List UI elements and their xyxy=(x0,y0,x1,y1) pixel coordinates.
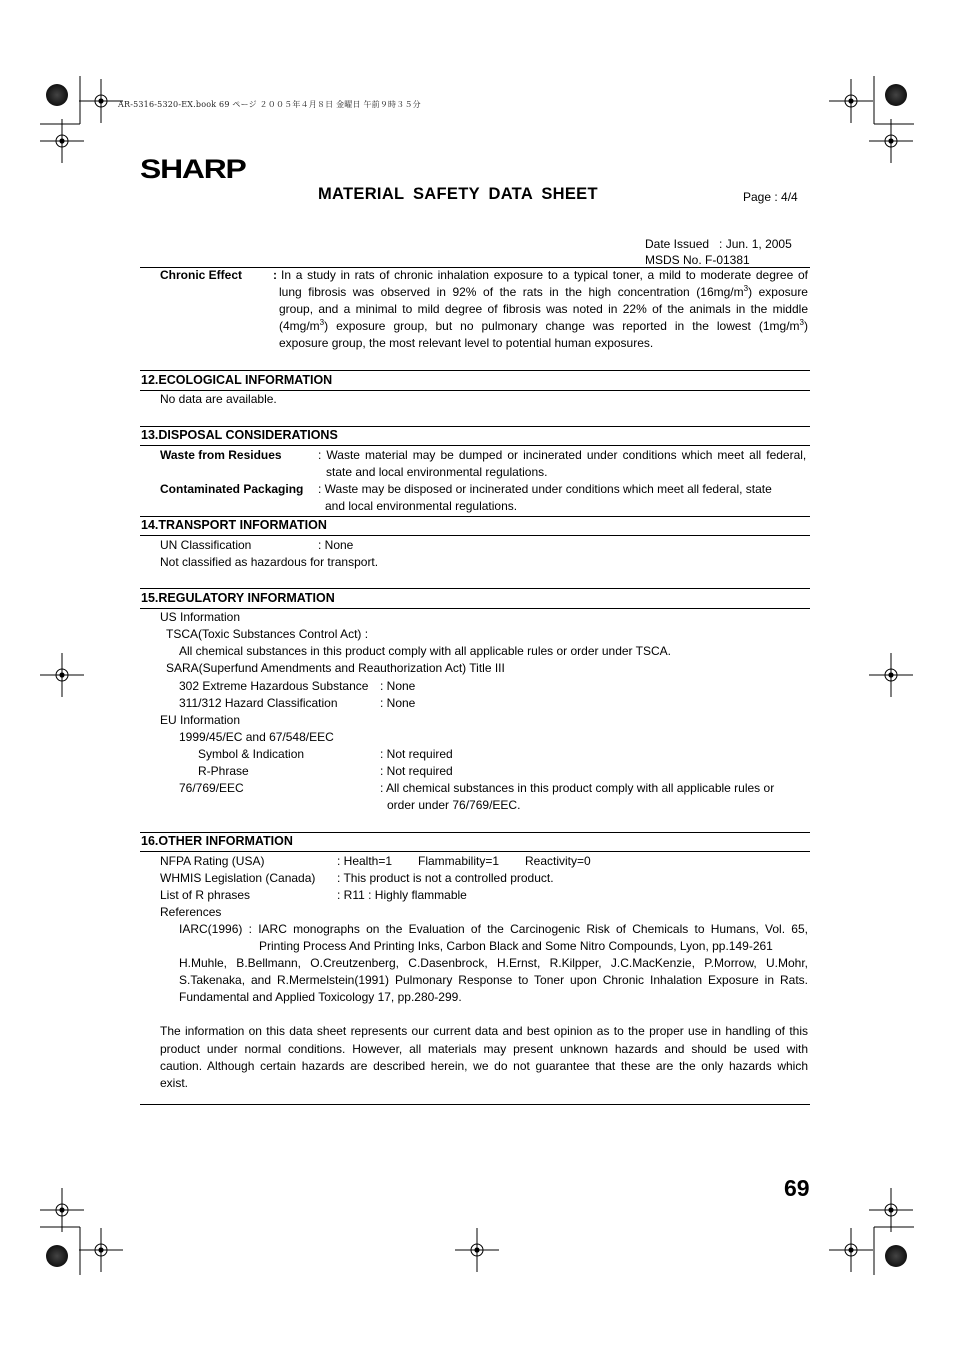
r-phrases-value: : R11 : Highly flammable xyxy=(337,888,467,902)
un-classification-value: : None xyxy=(318,538,354,552)
chronic-line-3: group, and a minimal to mild degree of fibrosis was noted in 22% of the animals in the middle xyxy=(279,302,808,316)
disclaimer-line-4: exist. xyxy=(160,1076,189,1090)
superscript: 3 xyxy=(743,284,749,293)
disclaimer-line-2: product under normal conditions. However, all materials may present unknown hazards and should be used with xyxy=(160,1042,808,1056)
muhle-line-3: Fundamental and Applied Toxicology 17, pp.280-299. xyxy=(179,990,462,1004)
rule xyxy=(140,535,810,536)
eec-line-2: order under 76/769/EEC. xyxy=(387,798,521,812)
chronic-line-4 xyxy=(279,318,808,335)
chronic-line-4-b: ) exposure group, but no pulmonary change was reported in the lowest (1mg/m xyxy=(324,319,800,333)
rule xyxy=(140,608,810,609)
issue-info xyxy=(645,236,792,268)
rule xyxy=(140,851,810,852)
nfpa-flammability: Flammability=1 xyxy=(418,854,500,868)
chronic-line-2 xyxy=(279,284,808,301)
superscript: 3 xyxy=(319,318,325,327)
eec-line-1: : All chemical substances in this product comply with all applicable rules or xyxy=(380,781,775,795)
r-phrase-label: R-Phrase xyxy=(198,764,249,778)
sara-302-label: 302 Extreme Hazardous Substance xyxy=(179,679,369,693)
rule xyxy=(140,588,810,589)
transport-note: Not classified as hazardous for transport. xyxy=(160,555,379,569)
tsca-text: All chemical substances in this product comply with all applicable rules or order under TSCA. xyxy=(179,644,672,658)
rule xyxy=(140,370,810,371)
section-12-title: 12.ECOLOGICAL INFORMATION xyxy=(141,373,333,387)
color-bar-dot-bottom-left xyxy=(46,1245,68,1267)
nfpa-label: NFPA Rating (USA) xyxy=(160,854,265,868)
eu-directive: 1999/45/EC and 67/548/EEC xyxy=(179,730,334,744)
sara-302-value: : None xyxy=(380,679,416,693)
chronic-line-1: In a study in rats of chronic inhalation exposure to a typical toner, a mild to moderate degree of xyxy=(281,268,808,282)
r-phrase-value: : Not required xyxy=(380,764,453,778)
nfpa-reactivity: Reactivity=0 xyxy=(525,854,591,868)
sara-311-label: 311/312 Hazard Classification xyxy=(179,696,338,710)
chronic-line-5: exposure group, the most relevant level to potential human exposures. xyxy=(279,336,654,350)
page-number: 69 xyxy=(784,1175,810,1201)
chronic-line-2-end: ) exposure xyxy=(748,285,808,299)
document-title: MATERIAL SAFETY DATA SHEET xyxy=(318,185,598,203)
chronic-line-2-text: lung fibrosis was observed in 92% of the rats in the high concentration (16mg/m xyxy=(279,285,744,299)
nfpa-health: : Health=1 xyxy=(337,854,393,868)
sara-311-value: : None xyxy=(380,696,416,710)
waste-residues-line-2: state and local environmental regulations. xyxy=(326,465,548,479)
ecological-text: No data are available. xyxy=(160,392,277,406)
date-issued: Date Issued : Jun. 1, 2005 xyxy=(645,237,792,251)
symbol-indication-value: : Not required xyxy=(380,747,453,761)
rule xyxy=(140,426,810,427)
section-13-title: 13.DISPOSAL CONSIDERATIONS xyxy=(141,428,338,442)
packaging-line-1: : Waste may be disposed or incinerated under conditions which meet all federal, state xyxy=(318,482,772,496)
msds-number: MSDS No. F-01381 xyxy=(645,253,750,267)
iarc-line-1: IARC(1996) : IARC monographs on the Evaluation of the Carcinogenic Risk of Chemicals to Humans, Vol. 65, xyxy=(179,922,808,936)
us-information: US Information xyxy=(160,610,241,624)
r-phrases-label: List of R phrases xyxy=(160,888,251,902)
rule xyxy=(140,516,810,517)
page-label: Page : 4/4 xyxy=(743,190,798,204)
superscript: 3 xyxy=(799,318,804,327)
contaminated-packaging-label: Contaminated Packaging xyxy=(160,482,304,496)
whmis-value: : This product is not a controlled product. xyxy=(337,871,554,885)
rule xyxy=(140,832,810,833)
color-bar-dot-top-left xyxy=(46,84,68,106)
rule xyxy=(140,445,810,446)
disclaimer-line-1: The information on this data sheet represents our current data and best opinion as to the proper use in handling of this xyxy=(160,1024,808,1038)
color-bar-dot-bottom-right xyxy=(885,1245,907,1267)
tsca-heading: TSCA(Toxic Substances Control Act) : xyxy=(166,627,369,641)
iarc-line-2: Printing Process And Printing Inks, Carbon Black and Some Nitro Compounds, Lyon, pp.149-261 xyxy=(259,939,773,953)
waste-residues-line-1: : Waste material may be dumped or incinerated under conditions which meet all federal, xyxy=(318,448,807,462)
un-classification-label: UN Classification xyxy=(160,538,252,552)
rule xyxy=(140,1104,810,1105)
chronic-line-4-a: (4mg/m xyxy=(279,319,320,333)
disclaimer-line-3: caution. Although certain hazards are described herein, we do not guarantee that these are the only hazards which xyxy=(160,1059,808,1073)
section-16-title: 16.OTHER INFORMATION xyxy=(141,834,293,848)
chronic-line-4-c: ) xyxy=(804,319,808,333)
section-15-title: 15.REGULATORY INFORMATION xyxy=(141,591,335,605)
symbol-indication-label: Symbol & Indication xyxy=(198,747,305,761)
color-bar-dot-top-right xyxy=(885,84,907,106)
section-14-title: 14.TRANSPORT INFORMATION xyxy=(141,518,327,532)
references-heading: References xyxy=(160,905,222,919)
book-file-header: AR-5316-5320-EX.book 69 ページ ２００５年４月８日 金曜日 午前９時３５分 xyxy=(118,100,421,109)
waste-residues-label: Waste from Residues xyxy=(160,448,282,462)
packaging-line-2: and local environmental regulations. xyxy=(325,499,518,513)
eec-label: 76/769/EEC xyxy=(179,781,244,795)
muhle-line-2: S.Takenaka, and R.Mermelstein(1991) Pulmonary Response to Toner upon Chronic Inhalation Exposure in Rats. xyxy=(179,973,808,987)
sara-heading: SARA(Superfund Amendments and Reauthorization Act) Title III xyxy=(166,661,505,675)
eu-information: EU Information xyxy=(160,713,241,727)
chronic-colon: : xyxy=(273,268,277,282)
chronic-effect-label: Chronic Effect xyxy=(160,268,243,282)
muhle-line-1: H.Muhle, B.Bellmann, O.Creutzenberg, C.Dasenbrock, H.Ernst, R.Kilpper, J.C.MacKenzie, P.Morrow, U.Mohr, xyxy=(179,956,808,970)
whmis-label: WHMIS Legislation (Canada) xyxy=(160,871,316,885)
sharp-logo: SHARP xyxy=(140,154,246,184)
